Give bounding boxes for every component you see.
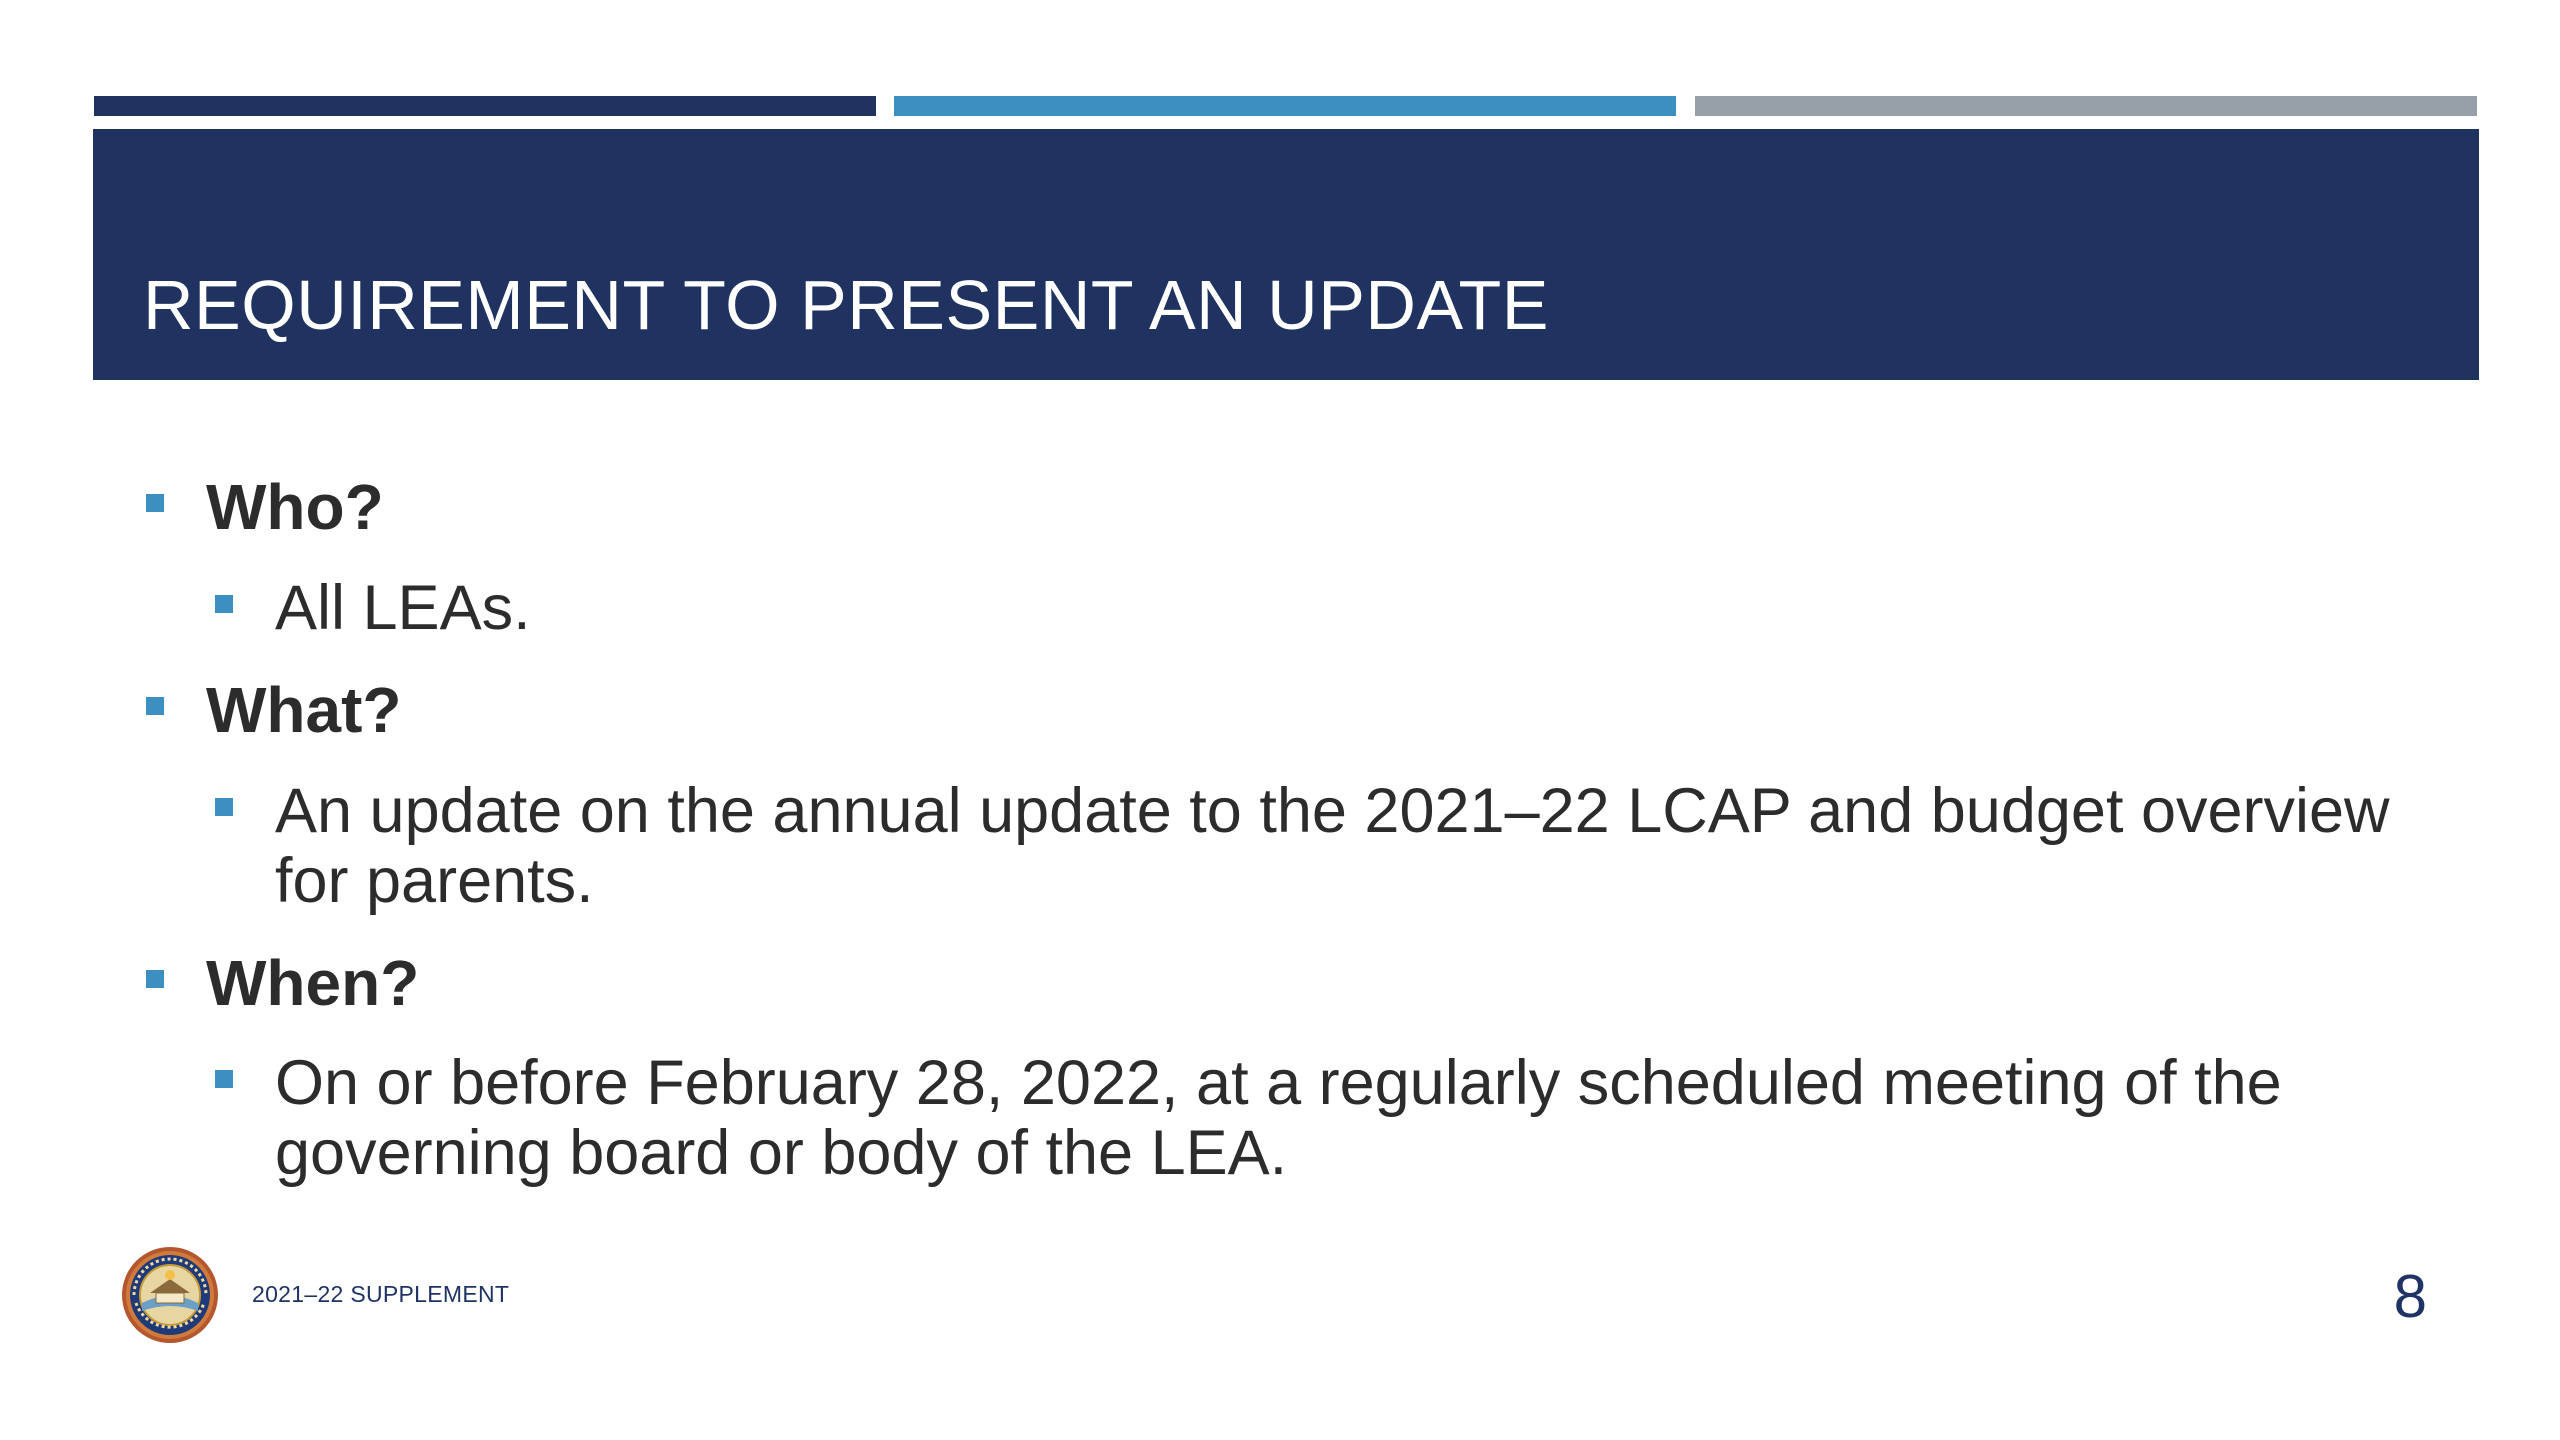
state-seal-icon xyxy=(120,1245,220,1345)
slide-title: REQUIREMENT TO PRESENT AN UPDATE xyxy=(143,266,1549,344)
bullet-item-when-answer xyxy=(215,1048,2455,1188)
page-number: 8 xyxy=(2393,1263,2427,1330)
square-bullet-icon xyxy=(146,697,164,715)
bullet-heading: What? xyxy=(206,674,402,746)
bullet-text: All LEAs. xyxy=(275,573,531,643)
square-bullet-icon xyxy=(146,494,164,512)
bullet-item-what-answer xyxy=(215,776,2455,916)
square-bullet-icon xyxy=(215,595,233,613)
bullet-heading: Who? xyxy=(206,471,384,543)
bullet-item-who-answer xyxy=(215,573,2455,643)
bullet-text: On or before February 28, 2022, at a regularly scheduled meeting of the governing board or body of the LEA. xyxy=(275,1048,2282,1188)
bullet-text: An update on the annual update to the 2021–22 LCAP and budget overview for parents. xyxy=(275,776,2390,916)
bullet-item-when xyxy=(146,948,419,1018)
bullet-item-who xyxy=(146,472,384,542)
bullet-item-what xyxy=(146,675,402,745)
square-bullet-icon xyxy=(215,798,233,816)
square-bullet-icon xyxy=(215,1070,233,1088)
footer-label: 2021–22 SUPPLEMENT xyxy=(252,1281,510,1307)
square-bullet-icon xyxy=(146,970,164,988)
bullet-heading: When? xyxy=(206,947,420,1019)
